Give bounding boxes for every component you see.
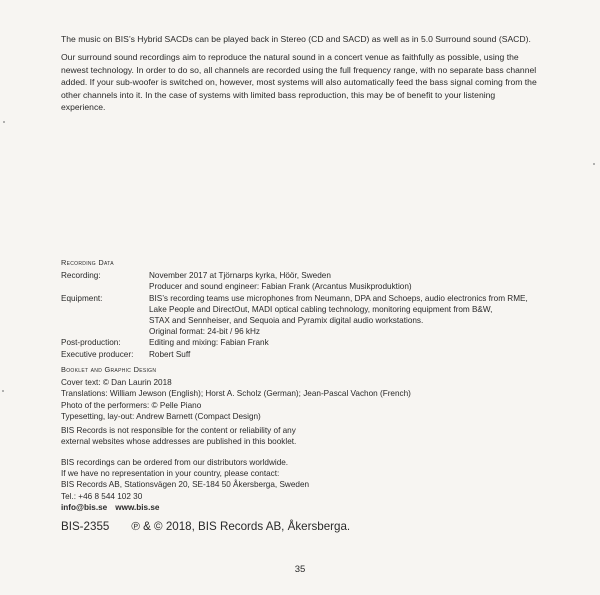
order-line: BIS recordings can be ordered from our distributors worldwide. (61, 458, 289, 467)
row-label: Equipment: (61, 293, 103, 303)
table-row (61, 349, 528, 360)
row-value (149, 349, 528, 360)
value-line: November 2017 at Tjörnarps kyrka, Höör, Sweden (149, 271, 331, 281)
recording-data-heading: Recording Data (61, 258, 114, 267)
row-label: Executive producer: (61, 349, 134, 359)
value-line: Robert Suff (149, 349, 191, 359)
contact-links (61, 502, 309, 513)
disclaimer (61, 425, 296, 447)
phone-number: Tel.: +46 8 544 102 30 (61, 491, 143, 501)
row-value (149, 337, 528, 348)
order-line: BIS Records AB, Stationsvägen 20, SE-184 50 Åkersberga, Sweden (61, 480, 310, 490)
credit-line: Typesetting, lay-out: Andrew Barnett (Compact Design) (61, 411, 261, 421)
table-row (61, 337, 528, 348)
ordering-info (61, 457, 309, 513)
recording-data-section (61, 257, 539, 360)
surround-info (61, 33, 539, 119)
scan-speck (3, 121, 5, 123)
intro-paragraph-1: The music on BIS’s Hybrid SACDs can be played back in Stereo (CD and SACD) as well as in 5.0 Surround sound (SACD). (61, 34, 531, 44)
disclaimer-line: external websites whose addresses are published in this booklet. (61, 437, 297, 447)
page-number: 35 (294, 564, 306, 575)
order-line: If we have no representation in your country, please contact: (61, 469, 280, 479)
value-line: STAX and Sennheiser, and Sequoia and Pyramix digital audio workstations. (149, 316, 424, 326)
booklet-design-heading: Booklet and Graphic Design (61, 365, 157, 374)
credit-line: Photo of the performers: © Pelle Piano (61, 400, 202, 410)
booklet-design-section (61, 364, 539, 422)
intro-paragraph-2: Our surround sound recordings aim to reproduce the natural sound in a concert venue as faithfully as possible, using the newest technology. In order to do so, all channels are recorded using the full frequency range, with no separate bass channel added. If your sub-woofer is switched on, however, most systems will also automatically feed the bass signal coming from the other channels into it. In the case of systems with limited bass reproduction, this may be of benefit to your listening experience. (61, 52, 537, 113)
catalog-line (61, 520, 350, 533)
scan-speck (2, 390, 4, 392)
table-row (61, 293, 528, 338)
credit-line: Cover text: © Dan Laurin 2018 (61, 378, 172, 388)
value-line: Lake People and DirectOut, MADI optical cabling technology, monitoring equipment from B&W, (149, 304, 493, 314)
row-value (149, 270, 528, 292)
row-label: Recording: (61, 271, 101, 281)
website-link[interactable]: www.bis.se (115, 502, 160, 512)
table-row (61, 270, 528, 292)
recording-data-table (61, 270, 528, 360)
value-line: Editing and mixing: Fabian Frank (149, 338, 269, 348)
email-address[interactable]: info@bis.se (61, 502, 108, 512)
value-line: BIS’s recording teams use microphones from Neumann, DPA and Schoeps, audio electronics from RME, (149, 293, 528, 303)
catalog-number: BIS-2355 (61, 520, 110, 533)
disclaimer-line: BIS Records is not responsible for the content or reliability of any (61, 426, 296, 435)
scan-speck (593, 163, 595, 165)
copyright-notice: ℗ & © 2018, BIS Records AB, Åkersberga. (131, 520, 351, 533)
row-label: Post-production: (61, 338, 121, 348)
credit-line: Translations: William Jewson (English); Horst A. Scholz (German); Jean-Pascal Vachon (French) (61, 389, 411, 399)
value-line: Producer and sound engineer: Fabian Frank (Arcantus Musikproduktion) (149, 282, 412, 292)
value-line: Original format: 24-bit / 96 kHz (149, 327, 261, 337)
row-value (149, 293, 528, 338)
